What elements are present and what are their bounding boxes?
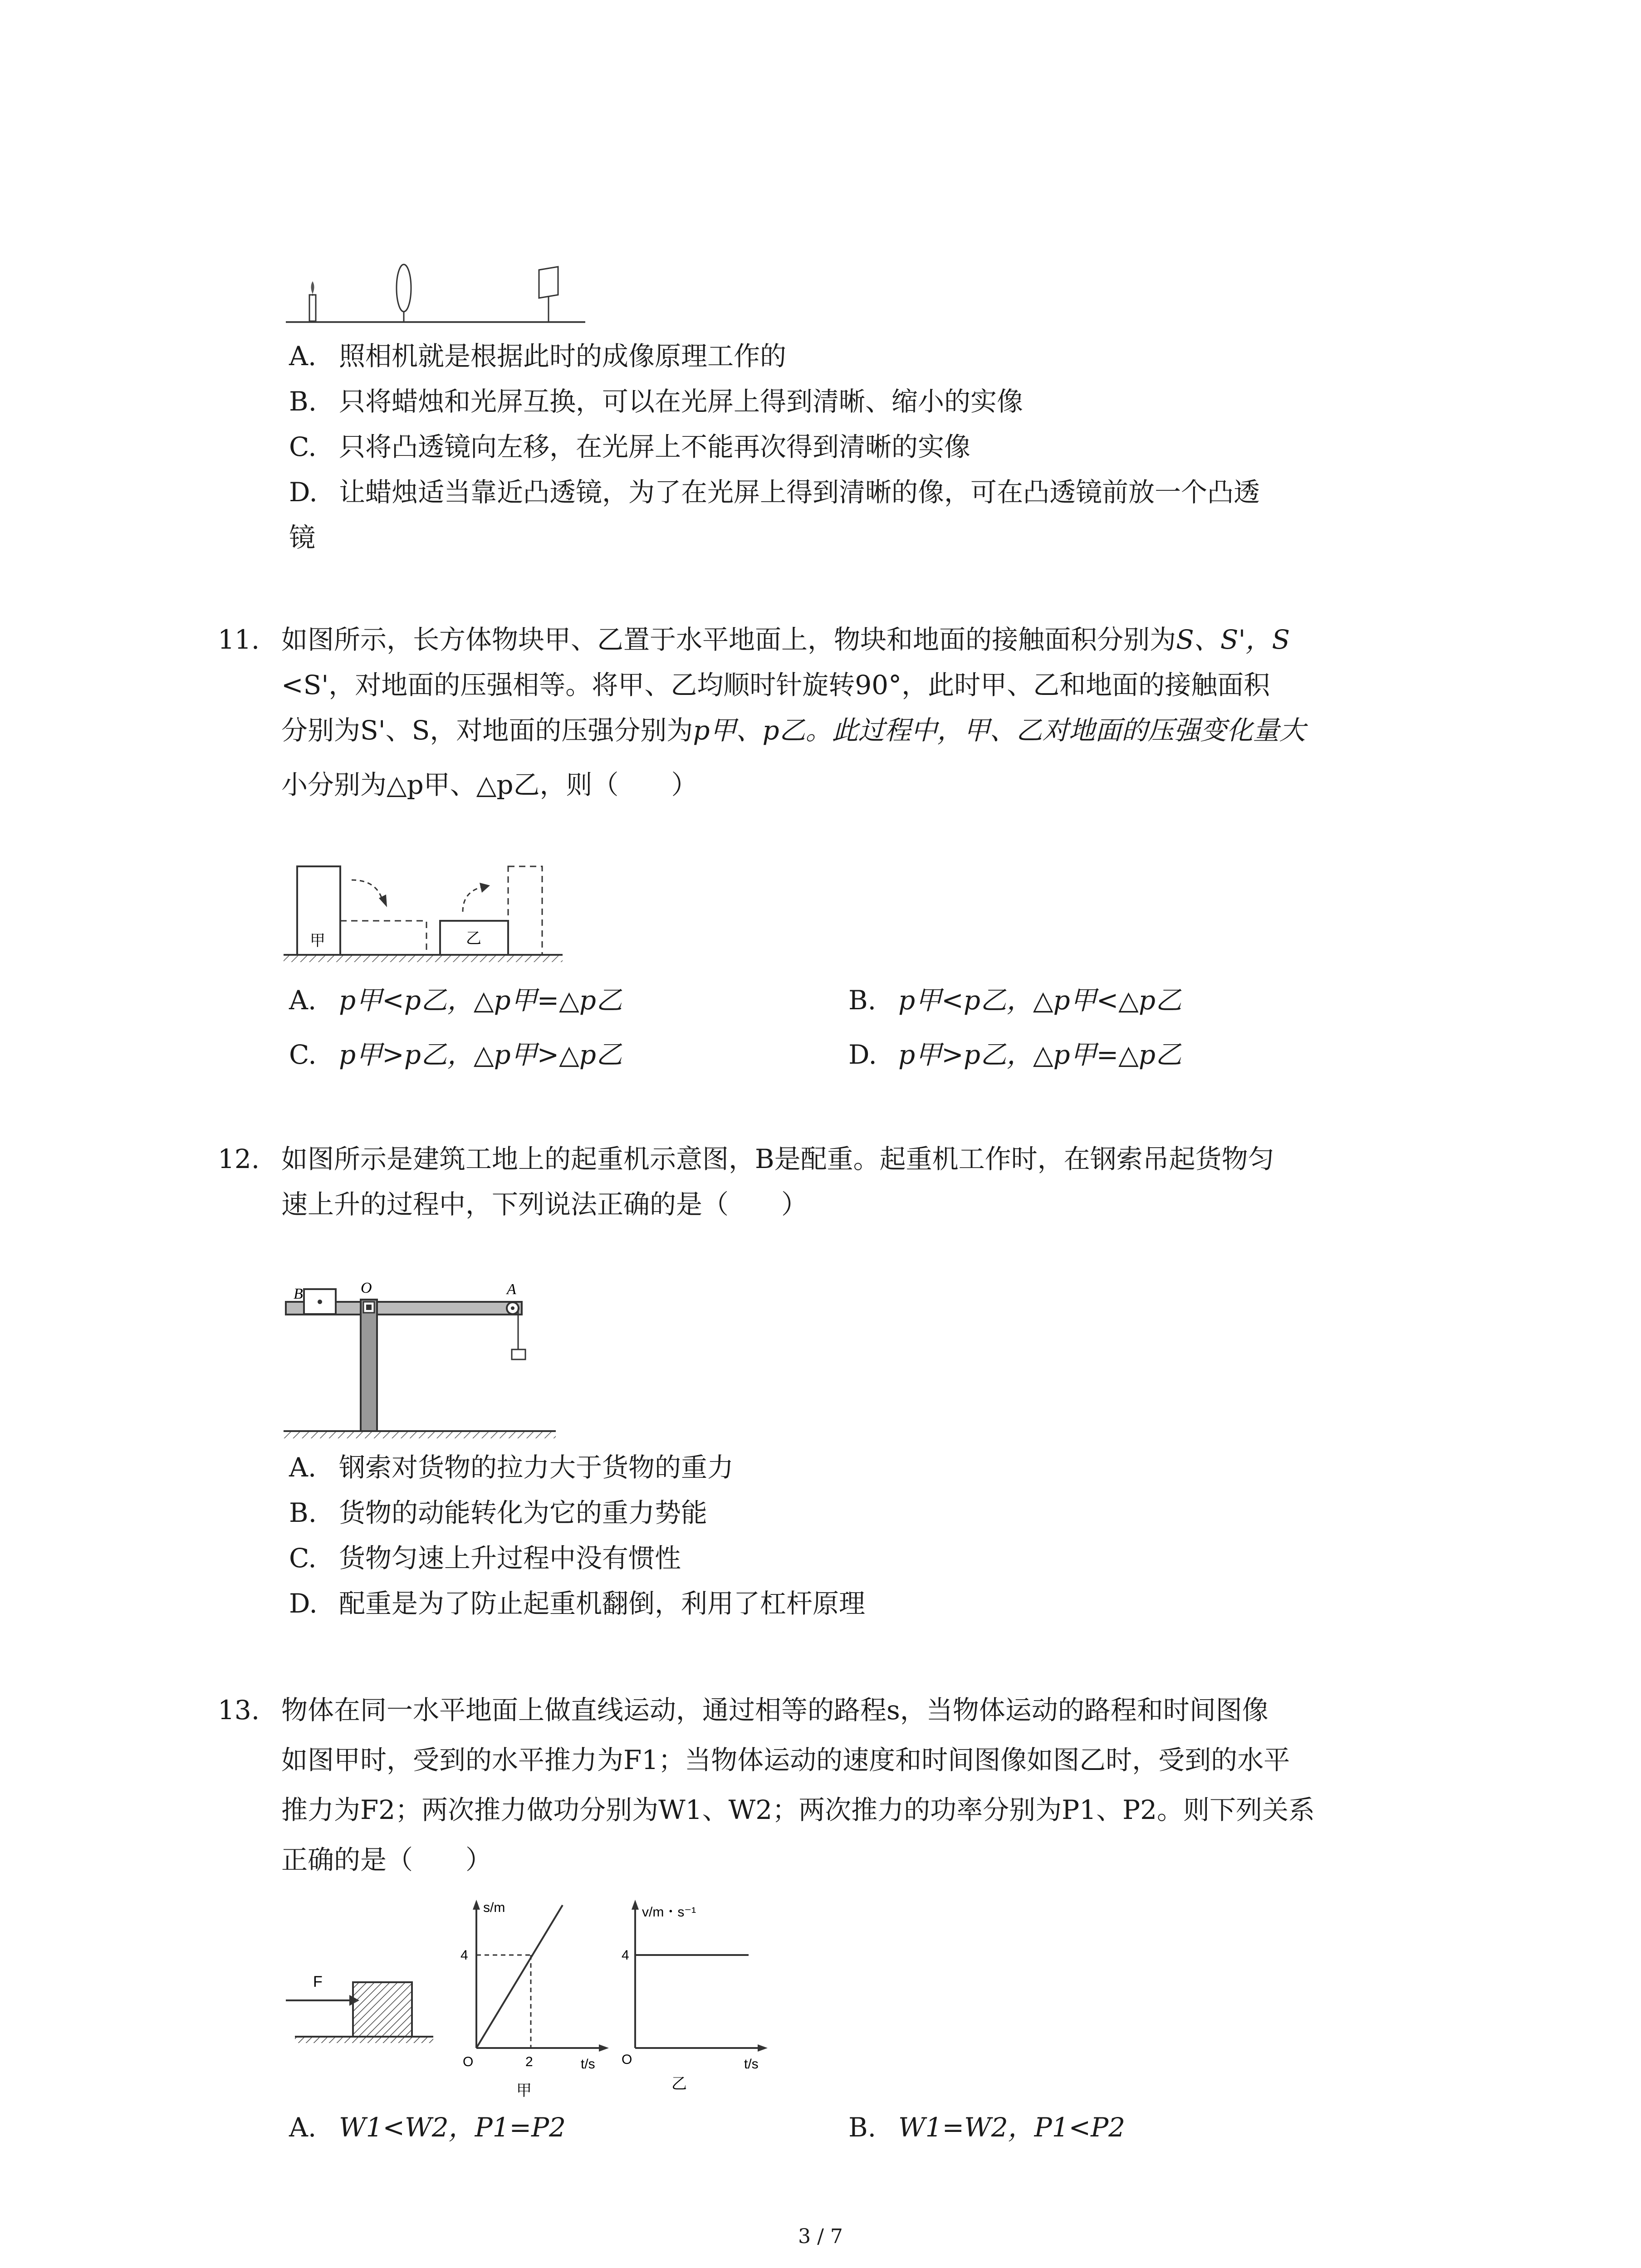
q11-option-d: D. p甲>p乙，△p甲=△p乙 [848,1039,1182,1070]
page-number: 3 / 7 [798,2225,843,2248]
candle-icon [309,281,316,321]
q12-stem-line2: 速上升的过程中，下列说法正确的是（ ） [281,1189,808,1220]
graph1-origin: O [463,2054,474,2069]
crane-figure [284,1277,556,1445]
pushed-block-figure [286,1955,436,2059]
block-jia-label: 甲 [310,932,325,949]
graph2-caption: 乙 [671,2075,687,2092]
q13-stem-line1: 13. 物体在同一水平地面上做直线运动，通过相等的路程s，当物体运动的路程和时间图像 [218,1695,1269,1725]
q12-option-d: D. 配重是为了防止起重机翻倒，利用了杠杆原理 [289,1588,866,1619]
graph1-ytick: 4 [460,1948,468,1963]
graph2-xlabel: t/s [744,2057,759,2072]
q13-option-b: B. W1=W2，P1<P2 [848,2112,1126,2143]
q13-stem-line2: 如图甲时，受到的水平推力为F1；当物体运动的速度和时间图像如图乙时，受到的水平 [281,1745,1290,1775]
convex-lens-icon [397,264,411,322]
q12-option-c: C. 货物匀速上升过程中没有惯性 [289,1543,681,1574]
q10-option-d: D. 让蜡烛适当靠近凸透镜，为了在光屏上得到清晰的像，可在凸透镜前放一个凸透 [289,477,1260,508]
q13-stem-line3: 推力为F2；两次推力做功分别为W1、W2；两次推力的功率分别为P1、P2。则下列关系 [281,1794,1315,1825]
q11-stem-line3: 分别为S'、S，对地面的压强分别为p甲、p乙。此过程中，甲、乙对地面的压强变化量大 [281,715,1306,746]
q11-option-a: A. p甲<p乙，△p甲=△p乙 [289,985,622,1016]
crane-label-b: B [294,1286,303,1302]
q11-blocks-figure [284,853,565,971]
q11-option-c: C. p甲>p乙，△p甲>△p乙 [289,1039,622,1070]
graph1-caption: 甲 [516,2082,532,2099]
graph1-xtick: 2 [525,2054,533,2069]
graph1-ylabel: s/m [483,1900,505,1915]
q10-option-c: C. 只将凸透镜向左移，在光屏上不能再次得到清晰的实像 [289,431,971,462]
q13-stem-line4: 正确的是（ ） [281,1844,492,1875]
q11-stem-line2: <S'，对地面的压强相等。将甲、乙均顺时针旋转90°，此时甲、乙和地面的接触面积 [281,670,1270,700]
q12-option-b: B. 货物的动能转化为它的重力势能 [289,1497,708,1528]
q10-option-d-continued: 镜 [289,522,316,553]
q13-option-a: A. W1<W2，P1=P2 [289,2112,566,2143]
graph2-origin: O [622,2052,632,2067]
graph2-ytick: 4 [622,1948,629,1963]
graph2-ylabel: v/m・s⁻¹ [642,1905,696,1920]
light-screen-icon [539,267,558,322]
force-label: F [313,1973,323,1990]
optics-bench-figure [281,259,590,331]
q10-option-b: B. 只将蜡烛和光屏互换，可以在光屏上得到清晰、缩小的实像 [289,386,1024,417]
q11-stem-line1: 11. 如图所示，长方体物块甲、乙置于水平地面上，物块和地面的接触面积分别为S、S'，S [218,624,1290,655]
crane-label-a: A [507,1281,516,1298]
q10-option-a: A. 照相机就是根据此时的成像原理工作的 [289,341,787,371]
q11-stem-line4: 小分别为△p甲、△p乙，则（ ） [281,769,698,800]
vt-graph-yi [622,1892,789,2109]
graph1-line [476,1905,563,2048]
st-graph-jia [458,1892,622,2109]
q12-option-a: A. 钢索对货物的拉力大于货物的重力 [289,1452,734,1483]
graph1-xlabel: t/s [581,2057,595,2072]
crane-label-o: O [361,1280,372,1296]
block-yi-label: 乙 [466,930,481,947]
q11-option-b: B. p甲<p乙，△p甲<△p乙 [848,985,1182,1016]
q12-stem-line1: 12. 如图所示是建筑工地上的起重机示意图，B是配重。起重机工作时，在钢索吊起货物匀 [218,1144,1274,1174]
